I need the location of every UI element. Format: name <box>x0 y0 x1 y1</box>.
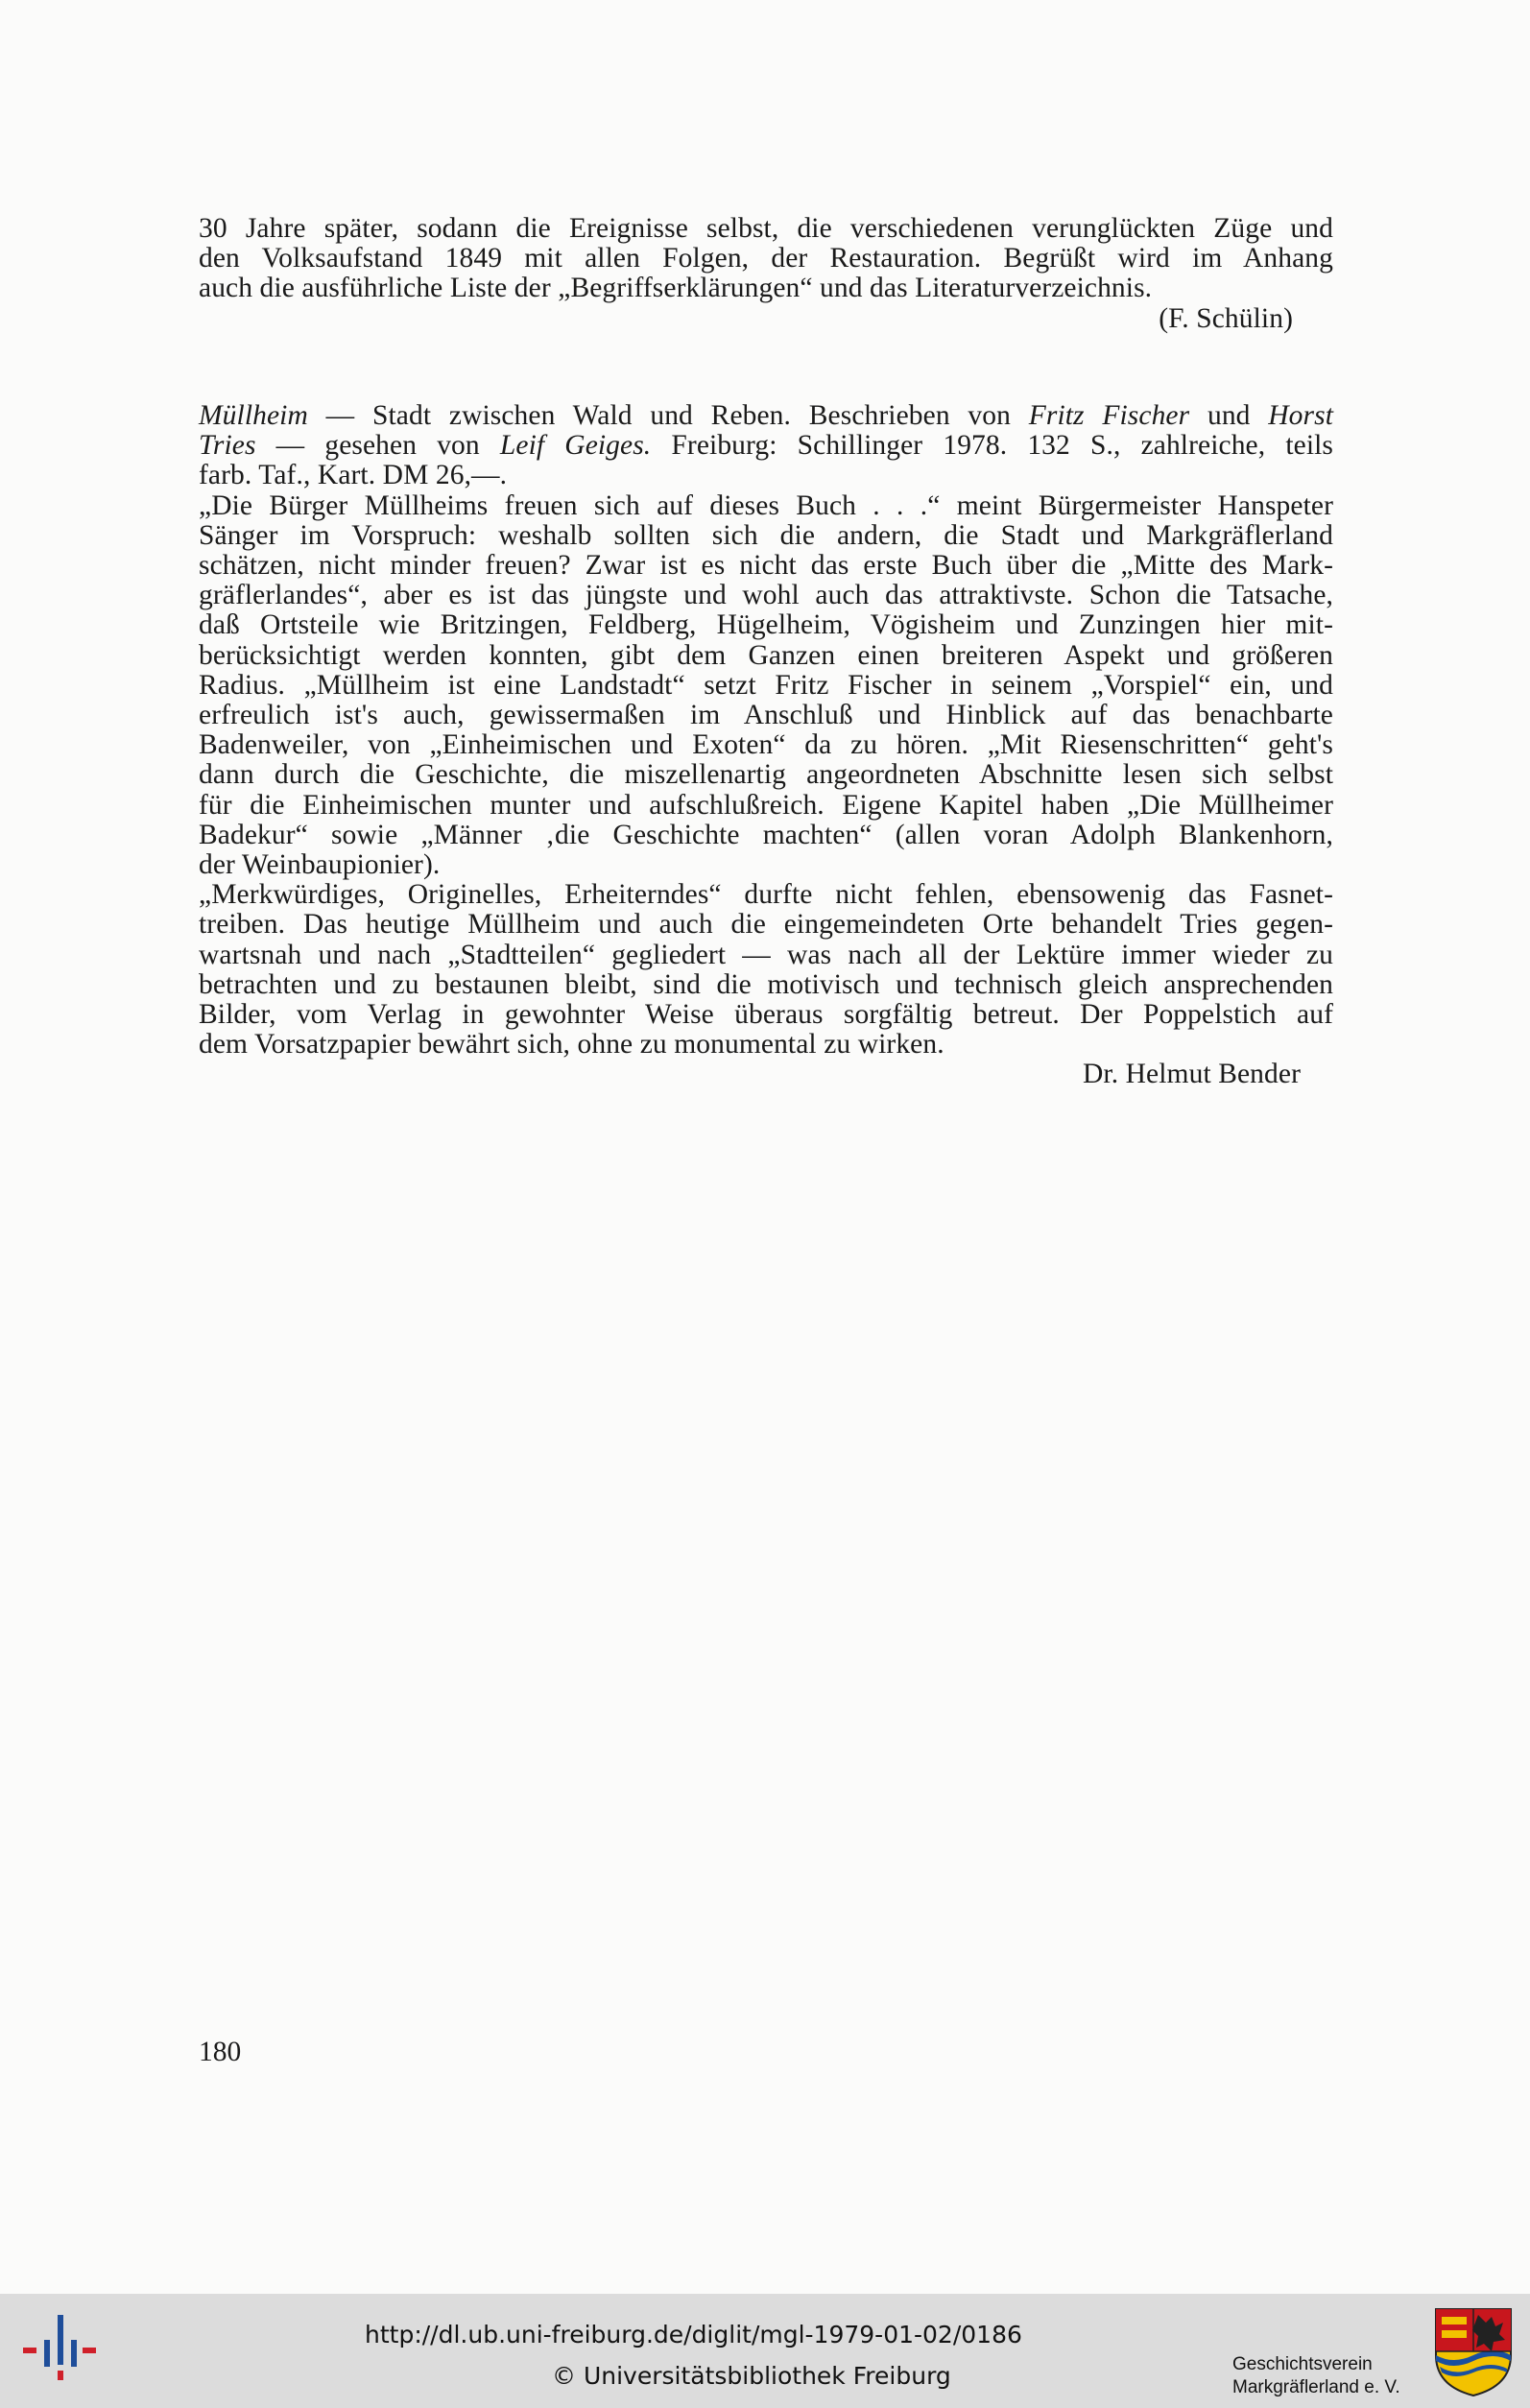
book-author: Fritz Fischer <box>1028 400 1190 431</box>
permalink-url[interactable]: http://dl.ub.uni-freiburg.de/diglit/mgl-1979-01-02/0186 <box>365 2321 1022 2348</box>
text-line: Badenweiler, von „Einheimischen und Exoten“ da zu hören. „Mit Riesenschritten“ geht's <box>199 729 1333 761</box>
text-line: für die Einheimischen munter und aufschlußreich. Eigene Kapitel haben „Die Müllheimer <box>199 789 1333 821</box>
text-line: gräflerlandes“, aber es ist das jüngste und wohl auch das attraktivste. Schon die Tatsache, <box>199 580 1333 611</box>
photo-credit-intro: — gesehen von <box>255 430 500 462</box>
text-line: den Volksaufstand 1849 mit allen Folgen, der Restauration. Begrüßt wird im Anhang <box>199 243 1333 274</box>
book-photographer: Leif Geiges. <box>499 430 652 462</box>
text-line: 30 Jahre später, sodann die Ereignisse selbst, die verschiedenen verunglückten Züge und <box>199 213 1333 244</box>
review-signature: Dr. Helmut Bender <box>1083 1059 1301 1090</box>
society-name <box>1232 2353 1400 2399</box>
text-line: wartsnah und nach „Stadtteilen“ gegliedert — was nach all der Lektüre immer wieder zu <box>199 939 1333 970</box>
text-line: „Merkwürdiges, Originelles, Erheiterndes“ durfte nicht fehlen, ebensowenig das Fasnet- <box>199 879 1333 911</box>
text-line: Bilder, vom Verlag in gewohnter Weise überaus sorgfältig betreut. Der Poppelstich auf <box>199 999 1333 1031</box>
publication-info: farb. Taf., Kart. DM 26,—. <box>199 460 508 491</box>
text-line: der Weinbaupionier). <box>199 849 441 881</box>
footer-bar <box>0 2294 1530 2408</box>
text-line: Radius. „Müllheim ist eine Landstadt“ setzt Fritz Fischer in seinem „Vorspiel“ ein, und <box>199 669 1333 701</box>
text-line: Badekur“ sowie „Männer ‚die Geschichte machten“ (allen voran Adolph Blankenhorn, <box>199 819 1333 850</box>
review-heading-line <box>199 431 1333 461</box>
text-line: dem Vorsatzpapier bewährt sich, ohne zu monumental zu wirken. <box>199 1029 944 1061</box>
book-title: Müllheim <box>199 400 308 431</box>
book-author: Horst <box>1268 400 1333 431</box>
text-line: „Die Bürger Müllheims freuen sich auf dieses Buch . . .“ meint Bürgermeister Hanspeter <box>199 489 1333 521</box>
book-author: Tries <box>199 430 256 462</box>
coat-of-arms-icon <box>1434 2307 1513 2397</box>
copyright-notice: © Universitätsbibliothek Freiburg <box>552 2362 951 2390</box>
text-line: daß Ortsteile wie Britzingen, Feldberg, Hügelheim, Vögisheim und Zunzingen hier mit- <box>199 609 1333 641</box>
text-line: berücksichtigt werden konnten, gibt dem Ganzen einen breiteren Aspekt und größeren <box>199 639 1333 671</box>
book-subtitle: — Stadt zwischen Wald und Reben. Beschrieben von <box>307 400 1029 431</box>
society-name-line: Markgräflerland e. V. <box>1232 2377 1400 2397</box>
text-line: dann durch die Geschichte, die miszellenartig angeordneten Abschnitte lesen sich selbst <box>199 759 1333 791</box>
text-line: betrachten und zu bestaunen bleibt, sind die motivisch und technisch gleich ansprechenden <box>199 968 1333 1000</box>
text-line: Sänger im Vorspruch: weshalb sollten sich die andern, die Stadt und Markgräflerland <box>199 519 1333 551</box>
text-line: auch die ausführliche Liste der „Begriffserklärungen“ und das Literaturverzeichnis. <box>199 273 1153 304</box>
text-line: treiben. Das heutige Müllheim und auch die eingemeindeten Orte behandelt Tries gegen- <box>199 909 1333 941</box>
page-number: 180 <box>199 2037 242 2067</box>
text-line: schätzen, nicht minder freuen? Zwar ist es nicht das erste Buch über die „Mitte des Mark- <box>199 550 1333 582</box>
review-heading-line <box>199 401 1333 431</box>
society-name-line: Geschichtsverein <box>1232 2354 1373 2374</box>
ub-freiburg-logo-icon[interactable] <box>21 2311 98 2388</box>
review-continuation <box>199 214 1333 334</box>
conjunction: und <box>1189 400 1269 431</box>
review-signature: (F. Schülin) <box>1159 302 1293 334</box>
text-line: erfreulich ist's auch, gewissermaßen im Anschluß und Hinblick auf das benachbarte <box>199 700 1333 731</box>
publication-info: Freiburg: Schillinger 1978. 132 S., zahlreiche, teils <box>651 430 1334 462</box>
book-review <box>199 401 1333 1090</box>
